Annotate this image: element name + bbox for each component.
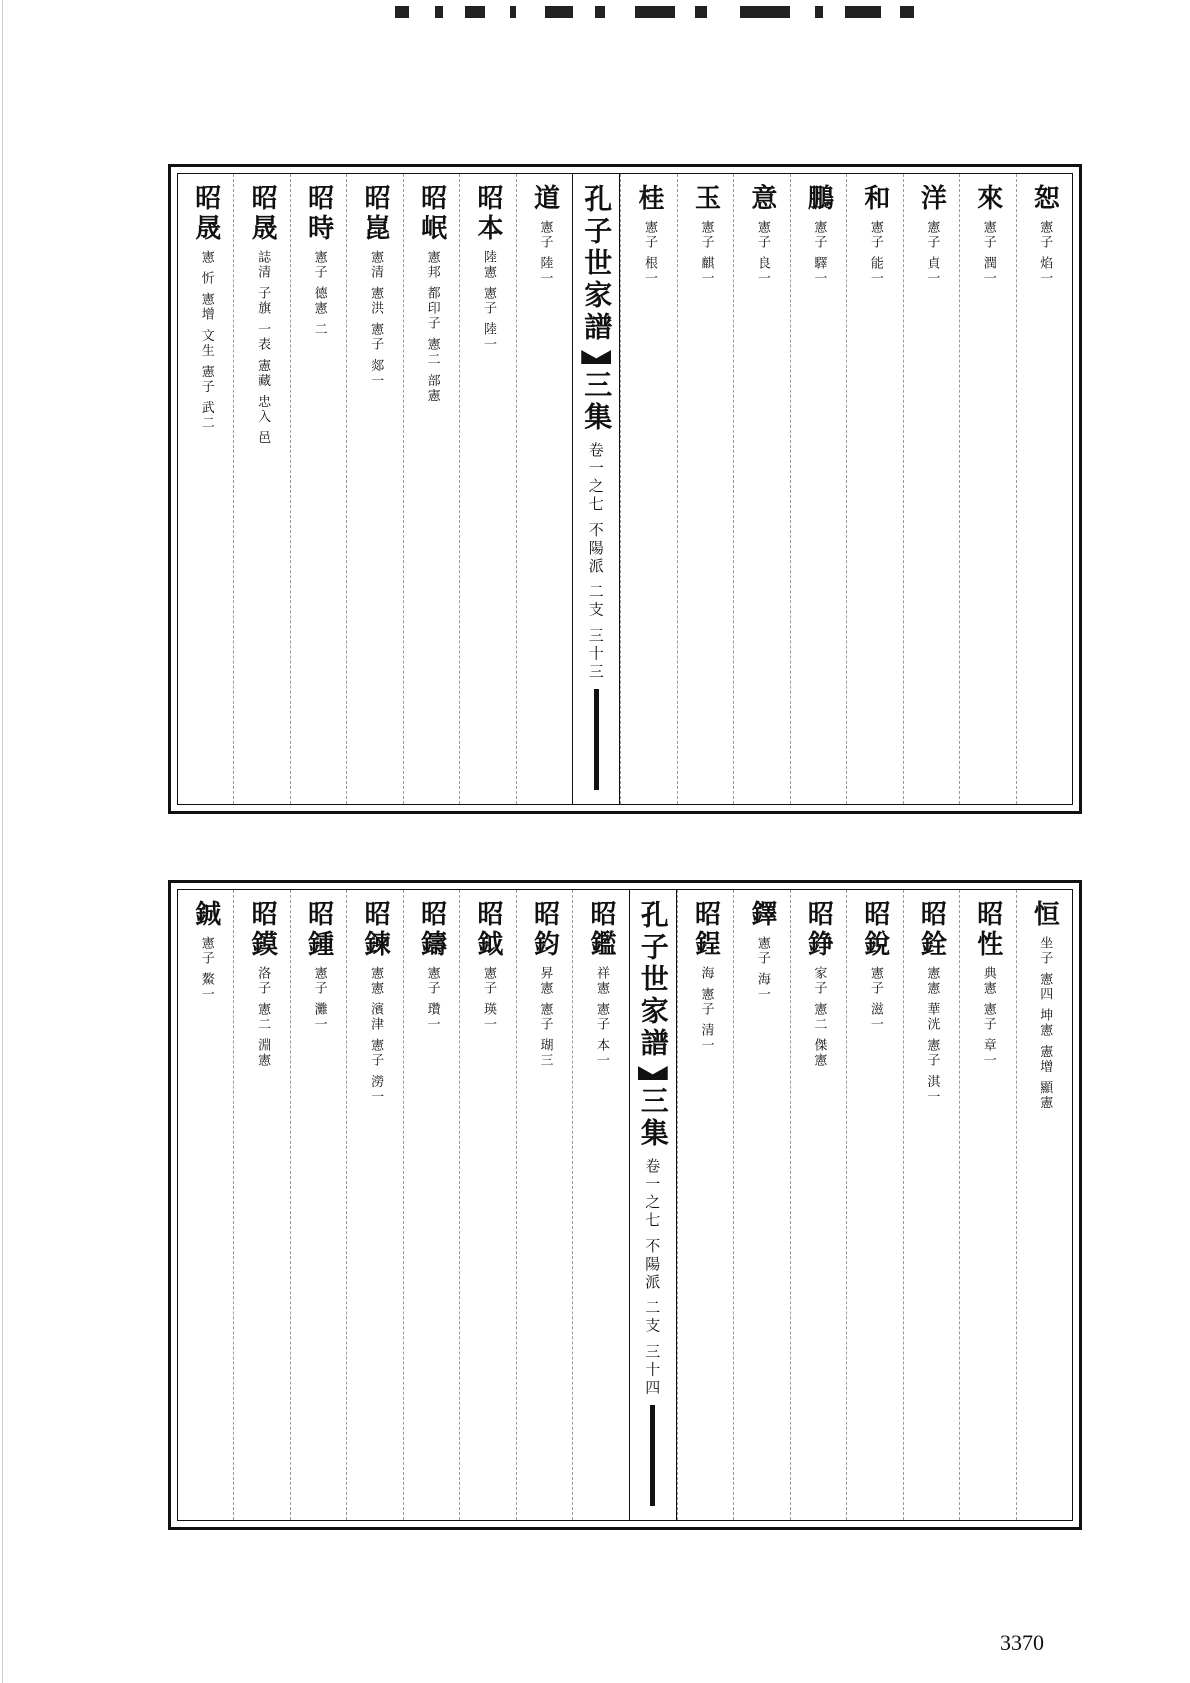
entry-note: 憲子 海一 (754, 936, 770, 1003)
entry-name: 昭本 (473, 184, 504, 244)
entry-column (403, 174, 459, 804)
entry-note: 誌清 子旗 一表 憲藏 忠入 邑 (255, 250, 271, 446)
entry-column (903, 890, 959, 1520)
entry-name: 昭鏌 (247, 900, 278, 960)
entry-column (459, 174, 515, 804)
entry-note: 昇憲 憲子 瑚三 (537, 966, 553, 1069)
entry-note: 憲子 瓚一 (424, 966, 440, 1033)
entry-note: 憲子 瑛一 (481, 966, 497, 1033)
entry-name: 昭鉞 (473, 900, 504, 960)
entry-name: 桂 (633, 184, 664, 214)
collection-label: 三集 (580, 370, 614, 434)
entry-note: 憲子 麒一 (698, 220, 714, 287)
entry-name: 昭鑑 (585, 900, 616, 960)
entry-name: 昭鑄 (416, 900, 447, 960)
entry-note: 憲子 驛一 (811, 220, 827, 287)
entry-name: 玉 (690, 184, 721, 214)
entry-note: 憲憲 濱津 憲子 澇一 (368, 966, 384, 1105)
entry-note: 憲邦 都印子 憲二 部憲 (424, 250, 440, 404)
entry-name: 洋 (916, 184, 947, 214)
entry-name: 鐸 (746, 900, 777, 930)
center-bar (650, 1405, 655, 1506)
entry-name: 道 (529, 184, 560, 214)
entry-column (903, 174, 959, 804)
entry-note: 坐子 憲四 坤憲 憲增 顯憲 (1037, 936, 1053, 1111)
entry-note: 陸憲 憲子 陸一 (481, 250, 497, 353)
entry-note: 憲子 陸一 (537, 220, 553, 287)
entry-note: 憲 忻 憲增 文生 憲子 武二 (198, 250, 214, 431)
book-title: 孔子世家譜 (636, 900, 670, 1060)
entry-name: 鵬 (803, 184, 834, 214)
entry-column (790, 174, 846, 804)
entry-column (677, 174, 733, 804)
entry-note: 憲子 鰲一 (198, 936, 214, 1003)
entry-name: 昭崑 (360, 184, 391, 244)
page-frame (177, 889, 1073, 1521)
entry-column (516, 174, 572, 804)
entry-column (1016, 890, 1072, 1520)
entry-name: 昭鍊 (360, 900, 391, 960)
entry-name: 昭銓 (916, 900, 947, 960)
entry-column (346, 174, 402, 804)
entry-column (346, 890, 402, 1520)
entry-name: 恕 (1029, 184, 1060, 214)
entry-name: 昭晟 (190, 184, 221, 244)
entry-column (959, 174, 1015, 804)
entry-column (290, 890, 346, 1520)
entry-name: 恒 (1029, 900, 1060, 930)
entry-note: 祥憲 憲子 本一 (593, 966, 609, 1069)
entry-note: 海 憲子 清一 (698, 966, 714, 1054)
entry-note: 洛子 憲二 淵憲 (255, 966, 271, 1069)
entry-note: 憲子 焰一 (1037, 220, 1053, 287)
center-title-column (572, 174, 620, 804)
genealogy-page-1 (168, 164, 1082, 814)
entry-name: 意 (746, 184, 777, 214)
entry-column (233, 174, 289, 804)
page-frame (177, 173, 1073, 805)
entry-column (846, 174, 902, 804)
page-number: 3370 (1000, 1630, 1044, 1655)
entry-column (178, 890, 233, 1520)
entry-note: 家子 憲二 傑憲 (811, 966, 827, 1069)
entry-column (959, 890, 1015, 1520)
entry-name: 昭鋥 (690, 900, 721, 960)
volume-info: 卷一之七 不陽派 二支 三十三 (586, 442, 605, 682)
fish-tail-mark (581, 350, 611, 364)
entry-note: 憲子 貞一 (924, 220, 940, 287)
entry-column (233, 890, 289, 1520)
entry-name: 和 (859, 184, 890, 214)
entry-name: 昭性 (972, 900, 1003, 960)
entry-column (620, 174, 676, 804)
entry-column (572, 890, 628, 1520)
book-title: 孔子世家譜 (580, 184, 614, 344)
center-title-column (629, 890, 677, 1520)
entry-note: 憲子 根一 (641, 220, 657, 287)
entry-column (459, 890, 515, 1520)
entry-column (516, 890, 572, 1520)
entry-column (290, 174, 346, 804)
page-columns (178, 890, 1072, 1520)
entry-name: 昭時 (303, 184, 334, 244)
fish-tail-mark (638, 1066, 668, 1080)
entry-name: 昭錚 (803, 900, 834, 960)
scan-edge-line (2, 0, 3, 1683)
entry-column (178, 174, 233, 804)
entry-column (790, 890, 846, 1520)
entry-column (677, 890, 733, 1520)
entry-name: 來 (972, 184, 1003, 214)
top-running-marks (395, 0, 955, 22)
collection-label: 三集 (636, 1086, 670, 1150)
entry-column (733, 890, 789, 1520)
entry-name: 鋮 (190, 900, 221, 930)
entry-note: 憲子 良一 (754, 220, 770, 287)
entry-column (403, 890, 459, 1520)
entry-note: 憲子 能一 (867, 220, 883, 287)
entry-name: 昭晟 (247, 184, 278, 244)
entry-note: 憲子 德憲 二 (311, 250, 327, 338)
entry-note: 憲子 潤一 (980, 220, 996, 287)
entry-name: 昭鍾 (303, 900, 334, 960)
entry-name: 昭鈞 (529, 900, 560, 960)
entry-note: 典憲 憲子 章一 (980, 966, 996, 1069)
entry-note: 憲憲 華洸 憲子 淇一 (924, 966, 940, 1105)
entry-note: 憲清 憲洪 憲子 郯一 (368, 250, 384, 389)
entry-name: 昭岷 (416, 184, 447, 244)
entry-name: 昭銳 (859, 900, 890, 960)
page-columns (178, 174, 1072, 804)
center-bar (594, 689, 599, 790)
entry-note: 憲子 滋一 (867, 966, 883, 1033)
entry-column (733, 174, 789, 804)
entry-column (846, 890, 902, 1520)
volume-info: 卷一之七 不陽派 二支 三十四 (643, 1158, 662, 1398)
entry-note: 憲子 灘一 (311, 966, 327, 1033)
entry-column (1016, 174, 1072, 804)
genealogy-page-2 (168, 880, 1082, 1530)
